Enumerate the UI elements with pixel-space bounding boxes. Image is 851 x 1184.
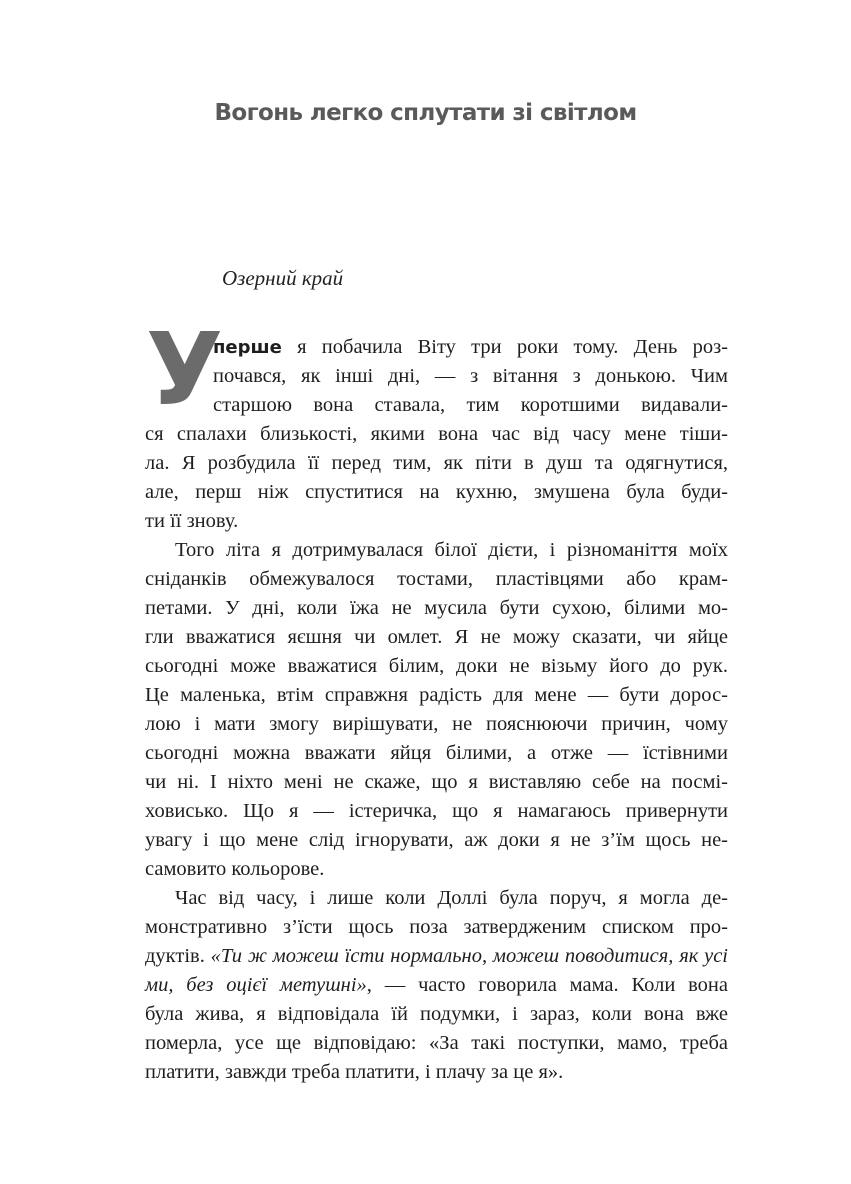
text-line: дуктів. «Ти ж можеш їсти нормально, можеш поводитися, як усі [145,945,728,967]
section-subtitle: Озерний край [222,266,344,290]
text-line: перше я побачила Віту три роки тому. День роз- [213,336,728,358]
text-line: самовито кольорове. [145,858,325,880]
text-line: ся спалахи близькості, якими вона час від часу мене тіши- [145,423,728,445]
text-line: почався, як інші дні, — з вітання з донькою. Чим [213,365,728,387]
text-line: ти її знову. [145,510,239,532]
italic-quote: «Ти ж можеш їсти нормально, можеш поводитися, як усі [210,945,728,967]
text-line: Це маленька, втім справжня радість для мене — бути дорос- [145,684,728,706]
text-line: монстративно з’їсти щось поза затвердженим списком про- [145,916,728,938]
text-line: петами. У дні, коли їжа не мусила бути сухою, білими мо- [145,597,728,619]
chapter-title: Вогонь легко сплутати зі світлом [214,100,637,126]
text-line: увагу і що мене слід ігнорувати, аж доки я не з’їм щось не- [145,829,728,851]
text-line: але, перш ніж спуститися на кухню, змушена була буди- [145,481,728,503]
text-line: старшою вона ставала, тим коротшими видавали- [213,394,728,416]
text-line: сьогодні можна вважати яйця білими, а отже — їстівними [145,742,728,764]
text-line: гли вважатися яєшня чи омлет. Я не можу сказати, чи яйце [145,626,728,648]
drop-cap: У [146,311,222,428]
bold-lead-word: перше [213,337,282,358]
text-line: Того літа я дотримувалася білої дієти, і різноманіття моїх [175,539,728,561]
text-line: була жива, я відповідала їй подумки, і зараз, коли вона вже [145,1003,728,1025]
text-line: померла, усе ще відповідаю: «За такі поступки, мамо, треба [145,1032,728,1054]
text-line: Час від часу, і лише коли Доллі була поруч, я могла де- [175,887,728,909]
text-line: сніданків обмежувалося тостами, пластівцями або крам- [145,568,728,590]
text-line: чи ні. І ніхто мені не скаже, що я виставляю себе на посмі- [145,771,728,793]
italic-quote: ми, без оцієї метушні» [145,974,367,996]
text-line: лою і мати змогу вирішувати, не пояснюючи причин, чому [145,713,728,735]
text-line: платити, завжди треба платити, і плачу за це я». [145,1061,564,1083]
text-line: ми, без оцієї метушні», — часто говорила мама. Коли вона [145,974,728,996]
text-line: ла. Я розбудила її перед тим, як піти в душ та одягнутися, [145,452,728,474]
text-line: ховисько. Що я — істеричка, що я намагаюсь привернути [145,800,728,822]
text-line: сьогодні може вважатися білим, доки не візьму його до рук. [145,655,728,677]
